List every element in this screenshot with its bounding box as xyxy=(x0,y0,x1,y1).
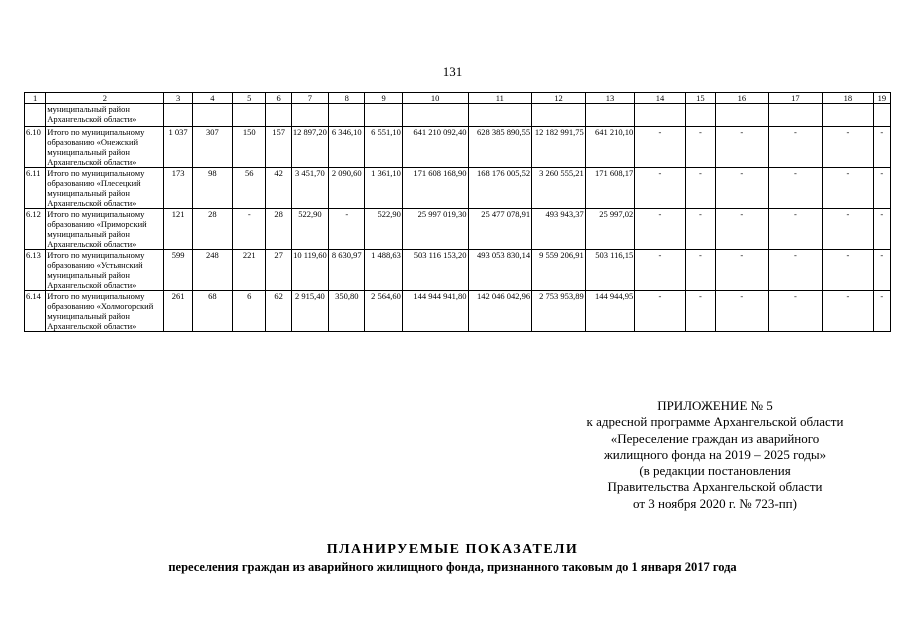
table-cell: 2 753 953,89 xyxy=(532,291,586,332)
table-row xyxy=(25,127,891,168)
table-cell: 56 xyxy=(233,168,266,209)
column-header: 17 xyxy=(768,93,823,104)
table-cell: 493 943,37 xyxy=(532,209,586,250)
table-cell: 12 897,20 xyxy=(291,127,328,168)
table-cell: 493 053 830,14 xyxy=(468,250,532,291)
column-header: 6 xyxy=(266,93,291,104)
table-cell: 142 046 042,96 xyxy=(468,291,532,332)
column-header: 1 xyxy=(25,93,46,104)
table-cell: - xyxy=(823,209,874,250)
document-subheading: переселения граждан из аварийного жилищного фонда, признанного таковым до 1 января 2017 года xyxy=(168,560,737,574)
table-cell: 503 116,15 xyxy=(585,250,635,291)
table-cell: 599 xyxy=(164,250,192,291)
column-header: 11 xyxy=(468,93,532,104)
table-cell: 62 xyxy=(266,291,291,332)
table-cell: 8 630,97 xyxy=(329,250,365,291)
row-name-cell: Итого по муниципальному образованию «Онежский муниципальный район Архангельской области» xyxy=(46,127,164,168)
table-cell: - xyxy=(873,250,890,291)
table-cell: - xyxy=(768,168,823,209)
row-name-cell: Итого по муниципальному образованию «Приморский муниципальный район Архангельской области» xyxy=(46,209,164,250)
table-cell: - xyxy=(873,168,890,209)
table-cell: 171 608,17 xyxy=(585,168,635,209)
table-cell: 3 260 555,21 xyxy=(532,168,586,209)
column-header: 12 xyxy=(532,93,586,104)
column-header: 4 xyxy=(192,93,232,104)
table-cell: - xyxy=(873,209,890,250)
table-cell: 171 608 168,90 xyxy=(402,168,468,209)
table-cell: - xyxy=(823,291,874,332)
table-cell: 261 xyxy=(164,291,192,332)
table-cell: 1 037 xyxy=(164,127,192,168)
table-cell: 221 xyxy=(233,250,266,291)
table-cell: - xyxy=(685,209,715,250)
table-row xyxy=(25,250,891,291)
column-header: 3 xyxy=(164,93,192,104)
table-cell: 1 361,10 xyxy=(365,168,402,209)
column-header: 14 xyxy=(635,93,686,104)
table-cell: 628 385 890,55 xyxy=(468,127,532,168)
table-row xyxy=(25,168,891,209)
row-id-cell: 6.11 xyxy=(25,168,46,209)
table-cell: - xyxy=(685,250,715,291)
table-cell: 307 xyxy=(192,127,232,168)
row-name-cell: Итого по муниципальному образованию «Плесецкий муниципальный район Архангельской области» xyxy=(46,168,164,209)
column-header: 2 xyxy=(46,93,164,104)
table-cell: 2 090,60 xyxy=(329,168,365,209)
appendix-line: жилищного фонда на 2019 – 2025 годы» xyxy=(603,446,827,462)
table-cell: - xyxy=(685,291,715,332)
table-cell: - xyxy=(823,168,874,209)
table-cell: - xyxy=(635,250,686,291)
row-name-cell: муниципальный район Архангельской области» xyxy=(46,104,164,127)
column-header: 15 xyxy=(685,93,715,104)
column-header: 10 xyxy=(402,93,468,104)
column-header: 18 xyxy=(823,93,874,104)
table-cell: - xyxy=(716,291,769,332)
appendix-line: Правительства Архангельской области xyxy=(607,479,823,495)
table-cell: 10 119,60 xyxy=(291,250,328,291)
column-header: 16 xyxy=(716,93,769,104)
table-cell: - xyxy=(233,209,266,250)
appendix-title: ПРИЛОЖЕНИЕ № 5 xyxy=(657,398,773,413)
row-id-cell xyxy=(25,104,46,127)
table-cell: 6 551,10 xyxy=(365,127,402,168)
table-cell: - xyxy=(873,291,890,332)
column-header: 19 xyxy=(873,93,890,104)
table-cell: - xyxy=(685,127,715,168)
column-header: 8 xyxy=(329,93,365,104)
table-cell: 173 xyxy=(164,168,192,209)
table-cell: - xyxy=(635,168,686,209)
column-header: 7 xyxy=(291,93,328,104)
table-cell: 6 xyxy=(233,291,266,332)
table-cell: 2 915,40 xyxy=(291,291,328,332)
document-heading: ПЛАНИРУЕМЫЕ ПОКАЗАТЕЛИ xyxy=(326,542,579,557)
table-cell: 248 xyxy=(192,250,232,291)
table-cell: 641 210,10 xyxy=(585,127,635,168)
row-id-cell: 6.12 xyxy=(25,209,46,250)
table-cell: 27 xyxy=(266,250,291,291)
table-cell: 28 xyxy=(192,209,232,250)
table-cell: 3 451,70 xyxy=(291,168,328,209)
table-cell: - xyxy=(768,250,823,291)
table-cell: 503 116 153,20 xyxy=(402,250,468,291)
table-cell: - xyxy=(685,168,715,209)
table-cell: - xyxy=(823,250,874,291)
table-cell: 12 182 991,75 xyxy=(532,127,586,168)
continuation-row xyxy=(25,104,891,127)
appendix-line: (в редакции постановления xyxy=(639,463,791,479)
table-cell: 6 346,10 xyxy=(329,127,365,168)
table-cell: 25 997 019,30 xyxy=(402,209,468,250)
table-cell: - xyxy=(768,127,823,168)
appendix-line: «Переселение граждан из аварийного xyxy=(610,430,820,446)
appendix-line: к адресной программе Архангельской области xyxy=(586,414,844,430)
table-cell: - xyxy=(823,127,874,168)
table-cell: - xyxy=(635,291,686,332)
page-number: 131 xyxy=(442,64,463,79)
table-cell: 9 559 206,91 xyxy=(532,250,586,291)
table-cell: - xyxy=(716,168,769,209)
table-cell: 28 xyxy=(266,209,291,250)
table-cell: - xyxy=(716,209,769,250)
column-header: 9 xyxy=(365,93,402,104)
table-cell: 42 xyxy=(266,168,291,209)
table-cell: 522,90 xyxy=(365,209,402,250)
table-cell: - xyxy=(635,127,686,168)
row-name-cell: Итого по муниципальному образованию «Холмогорский муниципальный район Архангельской области» xyxy=(46,291,164,332)
table-cell: 144 944,95 xyxy=(585,291,635,332)
table-cell: 121 xyxy=(164,209,192,250)
table-cell: 150 xyxy=(233,127,266,168)
table-row xyxy=(25,291,891,332)
header-row xyxy=(25,93,891,104)
table-row xyxy=(25,209,891,250)
row-id-cell: 6.13 xyxy=(25,250,46,291)
table-cell: - xyxy=(716,250,769,291)
row-id-cell: 6.10 xyxy=(25,127,46,168)
table-cell: 68 xyxy=(192,291,232,332)
table-cell: 522,90 xyxy=(291,209,328,250)
column-header: 5 xyxy=(233,93,266,104)
column-header: 13 xyxy=(585,93,635,104)
table-cell: - xyxy=(768,291,823,332)
table-cell: 350,80 xyxy=(329,291,365,332)
appendix-block xyxy=(520,398,905,512)
table-cell: 1 488,63 xyxy=(365,250,402,291)
table-cell: - xyxy=(716,127,769,168)
table-cell: - xyxy=(635,209,686,250)
table-cell: - xyxy=(329,209,365,250)
row-id-cell: 6.14 xyxy=(25,291,46,332)
table-cell: - xyxy=(768,209,823,250)
row-name-cell: Итого по муниципальному образованию «Устьянский муниципальный район Архангельской области» xyxy=(46,250,164,291)
table-cell: 144 944 941,80 xyxy=(402,291,468,332)
table-cell: - xyxy=(873,127,890,168)
table-cell: 25 477 078,91 xyxy=(468,209,532,250)
data-table xyxy=(24,92,891,332)
table-cell: 168 176 005,52 xyxy=(468,168,532,209)
table-cell: 2 564,60 xyxy=(365,291,402,332)
table-cell: 157 xyxy=(266,127,291,168)
table-cell: 641 210 092,40 xyxy=(402,127,468,168)
table-cell: 25 997,02 xyxy=(585,209,635,250)
appendix-line: от 3 ноября 2020 г. № 723-пп) xyxy=(633,495,797,511)
table-cell: 98 xyxy=(192,168,232,209)
